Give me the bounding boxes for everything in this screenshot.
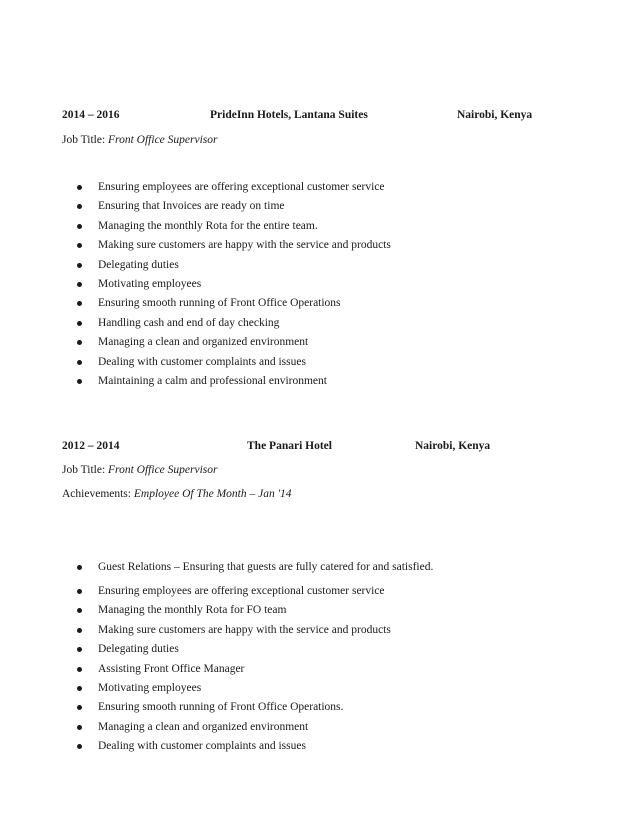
duty-text: Ensuring smooth running of Front Office Operations — [98, 297, 341, 310]
bullet-icon — [77, 340, 82, 345]
duty-text: Managing the monthly Rota for FO team — [98, 604, 287, 617]
job2-company: The Panari Hotel — [247, 440, 332, 452]
list-item — [62, 294, 391, 313]
list-item — [62, 256, 391, 275]
duty-text: Making sure customers are happy with the service and products — [98, 239, 391, 252]
job2-dates: 2012 – 2014 — [62, 440, 120, 452]
duty-text: Ensuring that Invoices are ready on time — [98, 200, 285, 213]
bullet-icon — [77, 360, 82, 365]
job1-duties-list — [62, 178, 391, 391]
duty-text: Ensuring smooth running of Front Office Operations. — [98, 701, 344, 714]
job2-title-label: Job Title: — [62, 464, 109, 476]
list-item — [62, 737, 391, 756]
bullet-icon — [77, 282, 82, 287]
bullet-icon — [77, 608, 82, 613]
duty-text: Maintaining a calm and professional environment — [98, 374, 327, 387]
job2-achievements-label: Achievements: — [62, 488, 134, 500]
duty-text: Motivating employees — [98, 681, 202, 694]
bullet-icon — [77, 686, 82, 691]
bullet-icon — [77, 204, 82, 209]
list-item — [62, 353, 391, 372]
job1-title-label: Job Title: — [62, 134, 109, 146]
duty-text: Guest Relations – Ensuring that guests are fully catered for and satisfied. — [98, 561, 434, 573]
bullet-icon — [77, 224, 82, 229]
duty-text: Motivating employees — [98, 277, 202, 290]
job2-title-value: Front Office Supervisor — [108, 464, 218, 476]
job2-title-line — [62, 464, 217, 476]
duty-text: Delegating duties — [98, 258, 179, 271]
list-item — [62, 372, 391, 391]
list-item — [62, 217, 391, 236]
duty-text: Ensuring employees are offering exceptional customer service — [98, 181, 385, 193]
bullet-icon — [77, 628, 82, 633]
list-item — [62, 660, 391, 679]
list-item — [62, 558, 433, 577]
job2-header — [62, 440, 512, 456]
list-item — [62, 275, 391, 294]
job1-header — [62, 109, 562, 125]
job2-first-duty-list — [62, 558, 433, 577]
bullet-icon — [77, 589, 82, 594]
job2-location: Nairobi, Kenya — [415, 440, 491, 452]
job1-location: Nairobi, Kenya — [457, 109, 533, 121]
duty-text: Ensuring employees are offering exceptional customer service — [98, 585, 385, 597]
bullet-icon — [77, 647, 82, 652]
bullet-icon — [77, 565, 82, 570]
duty-text: Delegating duties — [98, 643, 179, 656]
list-item — [62, 698, 391, 717]
list-item — [62, 197, 391, 216]
list-item — [62, 679, 391, 698]
list-item — [62, 640, 391, 659]
list-item — [62, 621, 391, 640]
duty-text: Dealing with customer complaints and issues — [98, 355, 306, 368]
bullet-icon — [77, 185, 82, 190]
bullet-icon — [77, 263, 82, 268]
bullet-icon — [77, 725, 82, 730]
job2-achievements-line — [62, 488, 292, 500]
list-item — [62, 236, 391, 255]
duty-text: Handling cash and end of day checking — [98, 316, 280, 329]
list-item — [62, 333, 391, 352]
job1-title-line — [62, 134, 217, 146]
job2-achievements-value: Employee Of The Month – Jan '14 — [133, 488, 292, 500]
list-item — [62, 314, 391, 333]
duty-text: Making sure customers are happy with the service and products — [98, 623, 391, 636]
bullet-icon — [77, 321, 82, 326]
duty-text: Managing a clean and organized environment — [98, 720, 309, 733]
bullet-icon — [77, 379, 82, 384]
bullet-icon — [77, 301, 82, 306]
job2-duties-list — [62, 582, 391, 757]
duty-text: Managing a clean and organized environment — [98, 336, 309, 349]
bullet-icon — [77, 744, 82, 749]
list-item — [62, 718, 391, 737]
list-item — [62, 582, 391, 601]
list-item — [62, 601, 391, 620]
list-item — [62, 178, 391, 197]
duty-text: Managing the monthly Rota for the entire team. — [98, 219, 318, 232]
bullet-icon — [77, 667, 82, 672]
bullet-icon — [77, 705, 82, 710]
bullet-icon — [77, 243, 82, 248]
job1-company: PrideInn Hotels, Lantana Suites — [210, 109, 368, 121]
duty-text: Dealing with customer complaints and issues — [98, 740, 306, 753]
job1-title-value: Front Office Supervisor — [108, 134, 218, 146]
duty-text: Assisting Front Office Manager — [98, 662, 245, 675]
job1-dates: 2014 – 2016 — [62, 109, 120, 121]
